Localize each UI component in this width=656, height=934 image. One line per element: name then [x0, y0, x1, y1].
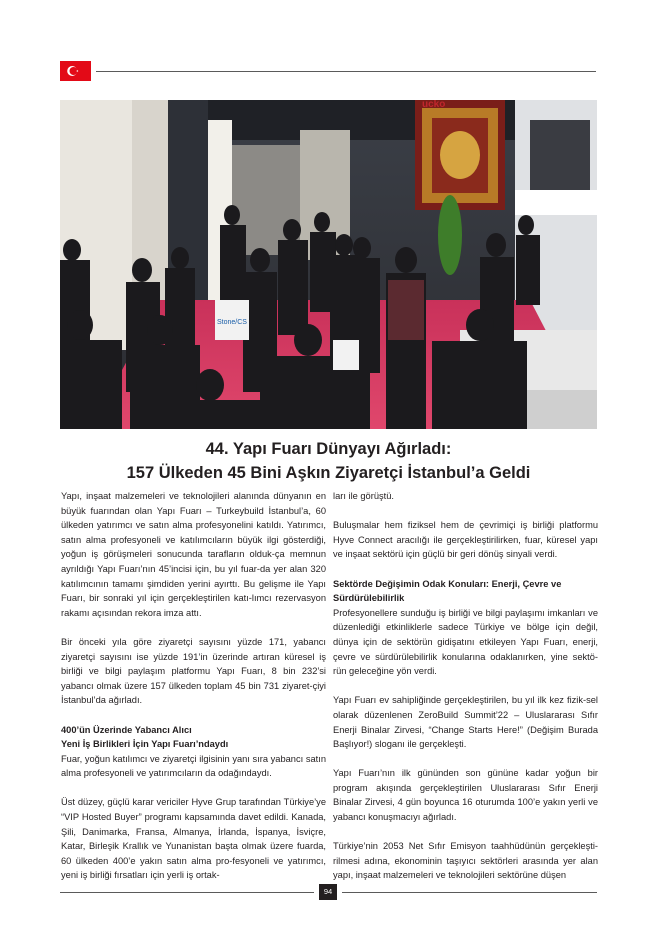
booth-sign: ucko: [422, 100, 446, 110]
footer-divider-right: [342, 892, 597, 893]
turkey-flag-graphic: [60, 61, 91, 81]
section-heading-line-1: Sektörde Değişimin Odak Konuları: Enerji, Çevre ve: [333, 578, 562, 589]
section-heading-line-1: 400’ün Üzerinde Yabancı Alıcı: [61, 724, 192, 735]
paragraph: ları ile görüştü.: [333, 491, 394, 501]
paragraph: Üst düzey, güçlü karar vericiler Hyve Grup tarafından Türkiye’ye “VIP Hosted Buyer” programı kapsamında davet edildi. Kanada, Şili, Danimarka, Fransa, Almanya, İrlanda, İspanya, İsviçre, Katar, Birleşik Krallık ve Yunanistan başta olmak üzere fuarda, 60 ülkeden 400’e yakın satın alma pro-fesyoneli ve yatırımcı, yeni iş birliği fırsatları için yerli iş ortak-: [61, 797, 326, 881]
turkey-flag-icon: [60, 61, 91, 81]
paragraph: Buluşmalar hem fiziksel hem de çevrimiçi iş birliği platformu Hyve Connect aracılığı ile gerçekleştirilirken, fuar, küresel yapı ve inşaat sektörü için güçlü bir geri dönüş sinyali verdi.: [333, 520, 598, 560]
section-heading: [333, 577, 598, 606]
article-title-line-1: 44. Yapı Fuarı Dünyayı Ağırladı:: [205, 440, 452, 458]
paragraph: Türkiye’nin 2053 Net Sıfır Emisyon taahhüdünün gerçekleşti-rilmesi adına, ekonominin taşıyıcı sektörleri arasında yer alan yapı, inşaat malzemeleri ve teknolojileri sektörüne düşen: [333, 841, 598, 881]
article-column-left: [61, 489, 326, 898]
article-title-line-2: 157 Ülkeden 45 Bini Aşkın Ziyaretçi İstanbul’a Geldi: [126, 464, 531, 482]
paragraph: Yapı Fuarı’nın ilk gününden son gününe kadar yoğun bir program akışında gerçekleştirilen Uluslararası Sıfır Enerji Binalar Zirvesi, 4 gün boyunca 16 oturumda 100’e yakın yerli ve yabancı konuşmacıyı ağırladı.: [333, 768, 598, 823]
section-heading-line-2: Yeni İş Birlikleri İçin Yapı Fuarı’ndaydı: [61, 739, 229, 750]
paragraph: Bir önceki yıla göre ziyaretçi sayısını yüzde 171, yabancı ziyaretçi sayısını ise yüzde 191’in üzerinde artıran küresel iş birliği ve bilgi paylaşım platformu Yapı Fuarı, 8 bin 232’si yabancı olmak üzere 157 ülkeden toplam 45 bin 731 ziyaret-çiyi İstanbul’da ağırladı.: [61, 636, 326, 706]
section-heading: [61, 723, 326, 752]
header-divider: [96, 71, 596, 72]
paragraph: Yapı Fuarı ev sahipliğinde gerçekleştirilen, bu yıl ilk kez fizik-sel olarak düzenlenen ZeroBuild Summit’22 – Uluslararası Sıfır Enerji Binalar Zirvesi, “Change Starts Here!” (Değişim Burada Başlıyor!) sloganı ile gerçekleşti.: [333, 695, 598, 750]
article-title: [60, 437, 597, 485]
exhibition-hall-photo: [60, 100, 597, 429]
section-heading-line-2: Sürdürülebilirlik: [333, 593, 405, 604]
footer-divider-left: [60, 892, 314, 893]
bag-logo: Stone/CS: [217, 319, 247, 326]
paragraph: Yapı, inşaat malzemeleri ve teknolojileri alanında dünyanın en büyük fuarından olan Yapı Fuarı – Turkeybuild İstanbul’a, 60 ülkeden yatırımcı ve satın alma profesyonelini katıldı. Yatırımcı, satın alma profesyoneli ve katılımcıların büyük ilgi gösterdiği, yoğun iş görüşmeleri sonucunda tarafların olduk-ça memnun ayrıldığı Yapı Fuarı’nın 45’incisi için, bu yıl fuar-da yer alan 320 katılımcının tamamı şimdiden yerini ayırttı. Bu gelişme ile Yapı Fuarı, bir sonraki yıl için gerçekleştirilen katı-lımcı rezervasyon rakamı açısından rekora imza attı.: [61, 491, 326, 618]
article-column-right: [333, 489, 598, 898]
paragraph: Fuar, yoğun katılımcı ve ziyaretçi ilgisinin yanı sıra yabancı satın alma profesyoneli ve yatırımcıların da odağındaydı.: [61, 753, 326, 779]
page-number: 94: [319, 884, 337, 900]
paragraph: Profesyonellere sunduğu iş birliği ve bilgi paylaşımı imkanları ve düzenlediği etkinliklerle sadece Türkiye ve bölge için değil, dünya için de sektörün gidişatını etkileyen Yapı Fuarı, enerji, çevre ve sürdürülebilirlik konularına odaklanırken, yine sektö-rün geleceğine yön verdi.: [333, 607, 598, 677]
